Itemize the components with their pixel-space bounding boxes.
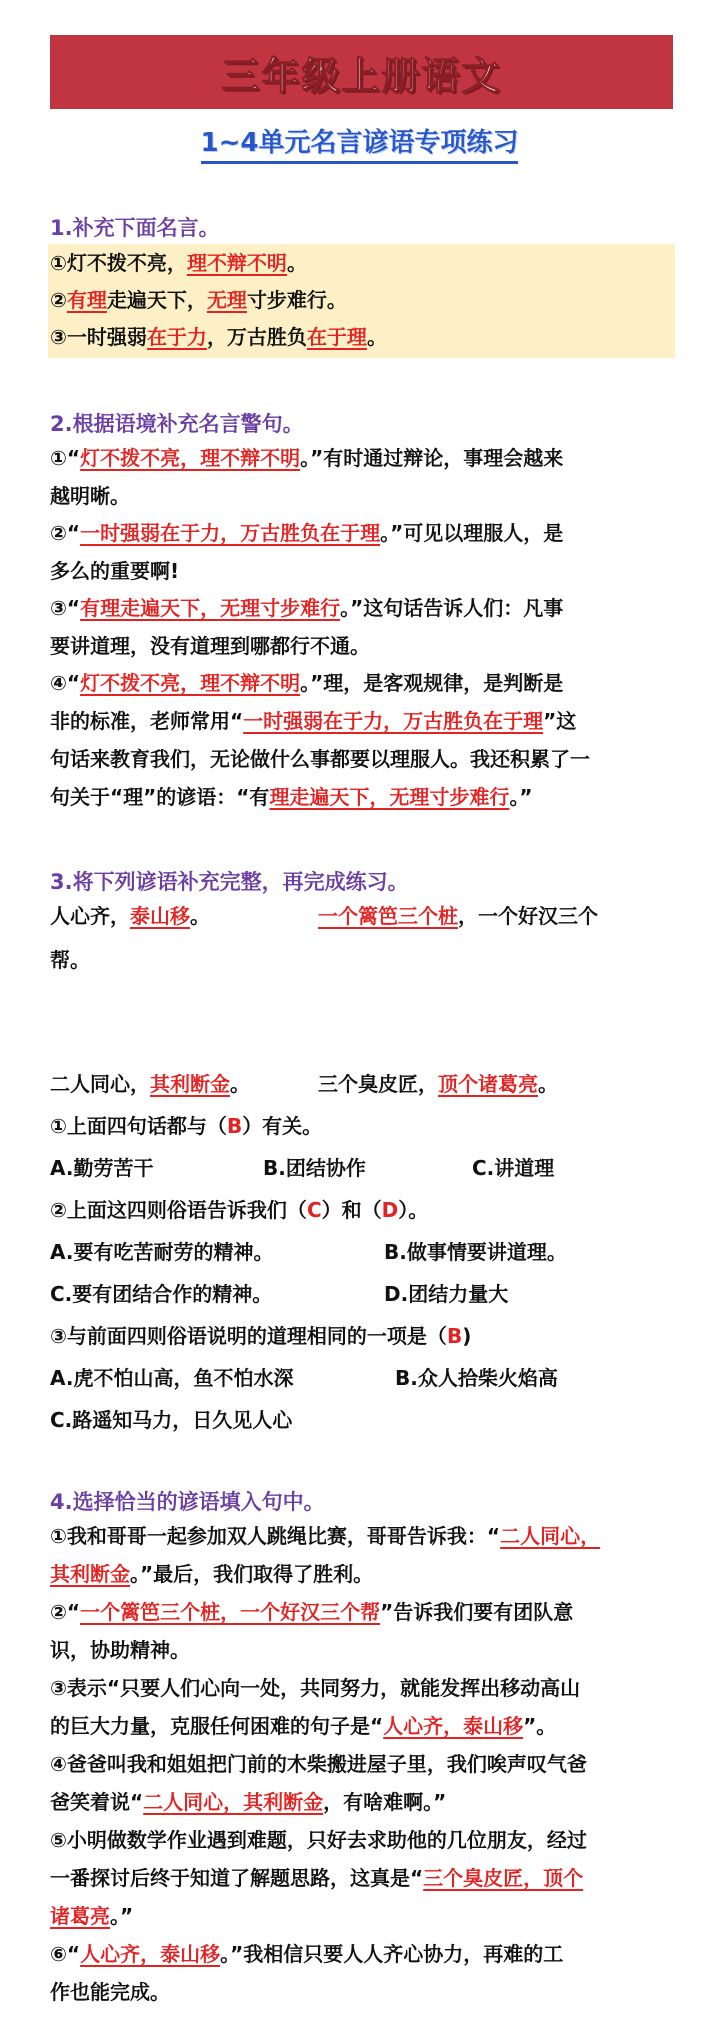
s1-line-3: ③一时强弱在于力，万古胜负在于理。 [50, 325, 387, 349]
answer: 有理 [66, 288, 107, 312]
answer: 在于理 [306, 325, 367, 349]
s3-q2-opt-c: C.要有团结合作的精神。 [50, 1282, 273, 1306]
s4-q5-line-1: ⑤小明做数学作业遇到难题，只好去求助他的几位朋友，经过 [50, 1828, 587, 1852]
s4-q2-line-2: 识，协助精神。 [50, 1638, 190, 1662]
subtitle-wrap [0, 122, 719, 164]
s3-q1: ①上面四句话都与（B）有关。 [50, 1114, 323, 1138]
answer: B [446, 1324, 463, 1348]
s4-q3-line-1: ③表示“只要人们心向一处，共同努力，就能发挥出移动高山 [50, 1676, 581, 1700]
answer: 其利断金 [150, 1072, 230, 1096]
section-2-title: 2.根据语境补充名言警句。 [50, 412, 304, 436]
page-subtitle: 1~4单元名言谚语专项练习 [201, 122, 519, 164]
s2-q4-line-4: 句关于“理”的谚语：“有理走遍天下，无理寸步难行。” [50, 785, 533, 809]
s4-q1-line-1: ①我和哥哥一起参加双人跳绳比赛，哥哥告诉我：“二人同心， [50, 1524, 601, 1548]
answer: 理不辩不明 [186, 251, 287, 275]
s4-q1-line-2: 其利断金。”最后，我们取得了胜利。 [50, 1562, 374, 1586]
s2-q2-line-2: 多么的重要啊! [50, 559, 180, 583]
title-banner [50, 35, 673, 109]
page-title: 三年级上册语文 [221, 53, 502, 98]
s3-proverb-2-cont: 帮。 [50, 948, 90, 972]
s3-q1-opt-b: B.团结协作 [263, 1156, 366, 1180]
answer: 在于力 [146, 325, 207, 349]
s2-q4-line-2: 非的标准，老师常用“一时强弱在于力，万古胜负在于理”这 [50, 709, 577, 733]
s3-proverb-4: 三个臭皮匠，顶个诸葛亮。 [318, 1072, 558, 1096]
s2-q3-line-1: ③“有理走遍天下，无理寸步难行。”这句话告诉人们：凡事 [50, 596, 564, 620]
answer: 一时强弱在于力，万古胜负在于理 [243, 709, 544, 733]
answer: 人心齐，泰山移 [383, 1714, 524, 1738]
answer: 无理 [206, 288, 247, 312]
answer: 一个篱笆三个桩 [318, 904, 458, 928]
answer: 顶个诸葛亮 [438, 1072, 538, 1096]
answer: 人心齐，泰山移 [80, 1942, 221, 1966]
s2-q2-line-1: ②“一时强弱在于力，万古胜负在于理。”可见以理服人，是 [50, 521, 564, 545]
s1-line-1: ①灯不拨不亮，理不辩不明。 [50, 251, 307, 275]
s4-q4-line-2: 爸笑着说“二人同心，其利断金，有啥难啊。” [50, 1790, 447, 1814]
s2-q1-line-2: 越明晰。 [50, 484, 130, 508]
s3-q2-opt-b: B.做事情要讲道理。 [384, 1240, 567, 1264]
answer: 有理走遍天下，无理寸步难行 [80, 596, 341, 620]
answer: 灯不拨不亮，理不辩不明 [80, 671, 301, 695]
section-1-title: 1.补充下面名言。 [50, 216, 220, 240]
s4-q4-line-1: ④爸爸叫我和姐姐把门前的木柴搬进屋子里，我们唉声叹气爸 [50, 1752, 587, 1776]
s3-q3-opt-a: A.虎不怕山高，鱼不怕水深 [50, 1366, 294, 1390]
s3-proverb-3: 二人同心，其利断金。 [50, 1072, 250, 1096]
answer: 诸葛亮 [50, 1904, 110, 1928]
s3-q1-opt-a: A.勤劳苦干 [50, 1156, 154, 1180]
s4-q6-line-2: 作也能完成。 [50, 1980, 170, 2004]
s3-proverb-2: 一个篱笆三个桩，一个好汉三个 [318, 904, 598, 928]
section-3-title: 3.将下列谚语补充完整，再完成练习。 [50, 870, 409, 894]
s4-q3-line-2: 的巨大力量，克服任何困难的句子是“人心齐，泰山移”。 [50, 1714, 557, 1738]
s4-q5-line-3: 诸葛亮。” [50, 1904, 134, 1928]
answer: 一个篱笆三个桩，一个好汉三个帮 [80, 1600, 381, 1624]
s2-q3-line-2: 要讲道理，没有道理到哪都行不通。 [50, 634, 370, 658]
answer: 二人同心，其利断金 [143, 1790, 324, 1814]
answer: D [381, 1198, 399, 1222]
s3-q2-opt-a: A.要有吃苦耐劳的精神。 [50, 1240, 274, 1264]
s2-q4-line-1: ④“灯不拨不亮，理不辩不明。”理，是客观规律，是判断是 [50, 671, 564, 695]
s3-proverb-1: 人心齐，泰山移。 [50, 904, 210, 928]
answer: 三个臭皮匠，顶个 [423, 1866, 584, 1890]
s3-q1-opt-c: C.讲道理 [472, 1156, 555, 1180]
s2-q1-line-1: ①“灯不拨不亮，理不辩不明。”有时通过辩论，事理会越来 [50, 446, 564, 470]
s3-q3-opt-b: B.众人拾柴火焰高 [395, 1366, 558, 1390]
section-4-title: 4.选择恰当的谚语填入句中。 [50, 1490, 325, 1514]
s3-q2: ②上面这四则俗语告诉我们（C）和（D）。 [50, 1198, 429, 1222]
s1-line-2: ②有理走遍天下，无理寸步难行。 [50, 288, 347, 312]
s2-q4-line-3: 句话来教育我们，无论做什么事都要以理服人。我还积累了一 [50, 747, 590, 771]
answer: 一时强弱在于力，万古胜负在于理 [80, 521, 381, 545]
answer: 理走遍天下，无理寸步难行 [269, 785, 510, 809]
answer: C [306, 1198, 322, 1222]
s4-q6-line-1: ⑥“人心齐，泰山移。”我相信只要人人齐心协力，再难的工 [50, 1942, 564, 1966]
answer: 其利断金 [50, 1562, 130, 1586]
s3-q2-opt-d: D.团结力量大 [384, 1282, 509, 1306]
s4-q5-line-2: 一番探讨后终于知道了解题思路，这真是“三个臭皮匠，顶个 [50, 1866, 584, 1890]
s4-q2-line-1: ②“一个篱笆三个桩，一个好汉三个帮”告诉我们要有团队意 [50, 1600, 574, 1624]
answer: 泰山移 [130, 904, 190, 928]
s3-q3: ③与前面四则俗语说明的道理相同的一项是（B) [50, 1324, 472, 1348]
answer: 二人同心， [500, 1524, 601, 1548]
answer: B [226, 1114, 243, 1138]
answer: 灯不拨不亮，理不辩不明 [80, 446, 301, 470]
s3-q3-opt-c: C.路遥知马力，日久见人心 [50, 1408, 293, 1432]
